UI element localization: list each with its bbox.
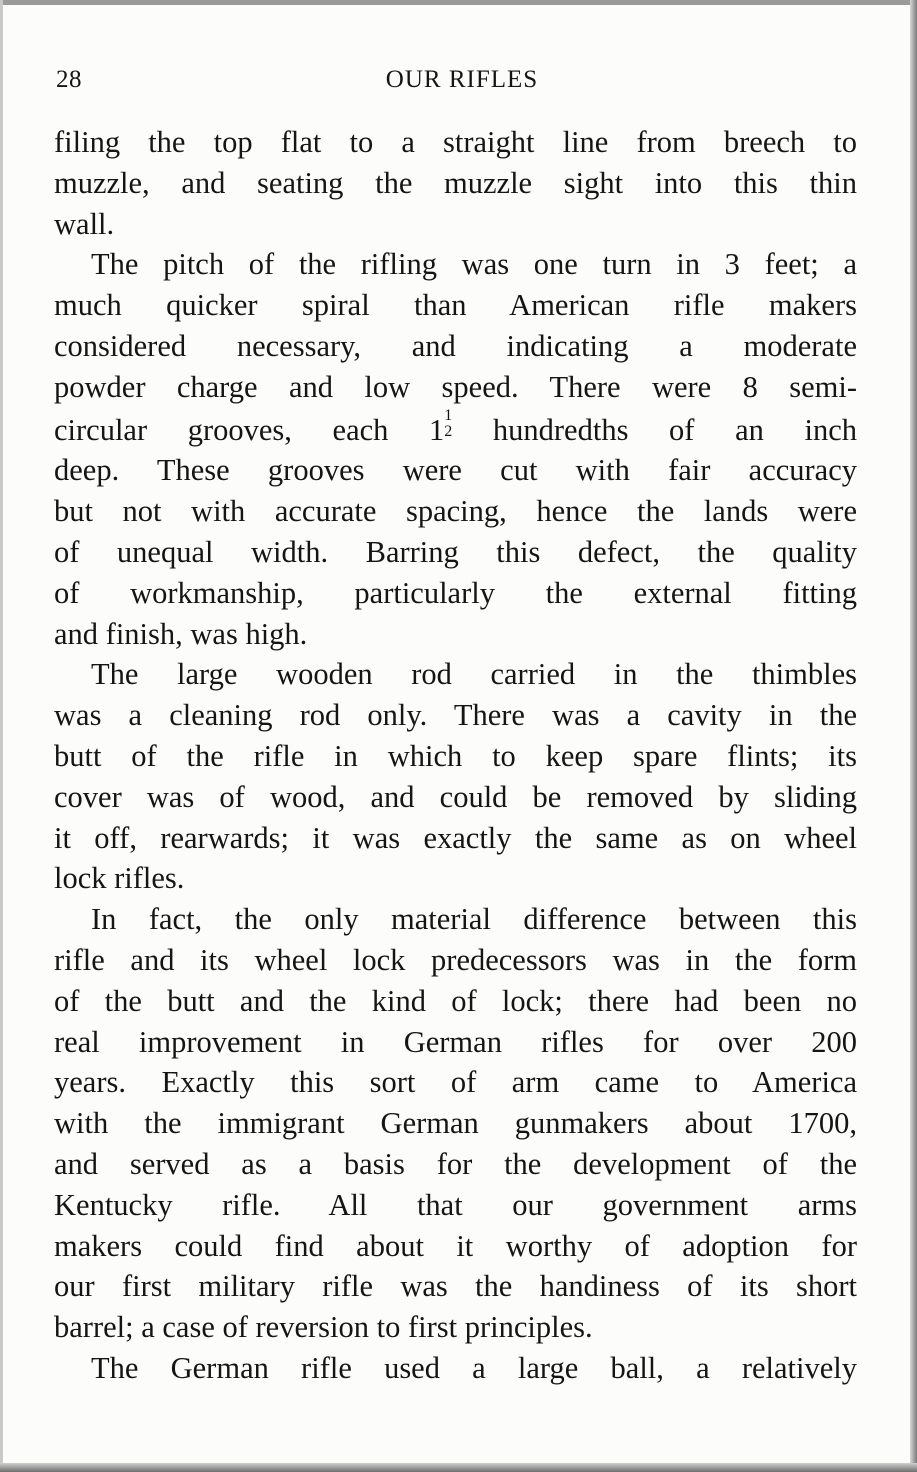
paragraph-5 [54,1348,857,1389]
text-line: circular grooves, each 11 2 hundredths of an inch [54,406,857,447]
text-line: makers could find about it worthy of adoption for [54,1228,857,1263]
text-line: much quicker spiral than American rifle makers [54,288,857,323]
text-line: was a cleaning rod only. There was a cavity in the [54,698,857,733]
text-line: wall. [54,206,115,241]
text-line: of workmanship, particularly the external fitting [54,575,857,610]
text-line: filing the top flat to a straight line from breech to [54,125,857,159]
scan-edge-bottom [0,1463,917,1472]
paragraph-2 [54,244,857,654]
text-line: our first military rifle was the handiness of its short [54,1269,857,1304]
text-line: considered necessary, and indicating a moderate [54,328,857,363]
body-text [54,122,857,1389]
text-line: The pitch of the rifling was one turn in 3 feet; a [91,247,857,282]
text-line: deep. These grooves were cut with fair accuracy [54,453,857,488]
paragraph-1 [54,122,857,244]
text-line: barrel; a case of reversion to first principles. [54,1310,593,1345]
text-line: The German rifle used a large ball, a relatively [91,1350,857,1385]
page-header [56,62,856,98]
scan-edge-top [0,0,917,5]
text-line: The large wooden rod carried in the thimbles [91,657,857,692]
text-line: years. Exactly this sort of arm came to America [54,1065,857,1100]
paragraph-4 [54,899,857,1348]
text-line: of the butt and the kind of lock; there had been no [54,983,857,1018]
paragraph-3 [54,654,857,899]
text-line: and finish, was high. [54,616,308,651]
text-line: and served as a basis for the development of the [54,1146,857,1181]
text-line: butt of the rifle in which to keep spare flints; its [54,738,857,773]
text-line: rifle and its wheel lock predecessors was in the form [54,942,857,977]
fraction-one-half: 1 2 [444,406,453,440]
scan-edge-left [0,0,3,1472]
text-line: real improvement in German rifles for over 200 [54,1024,857,1059]
text-line: muzzle, and seating the muzzle sight into this thin [54,165,857,200]
text-line: cover was of wood, and could be removed by sliding [54,779,857,814]
text-line: Kentucky rifle. All that our government arms [54,1187,857,1222]
text-line: with the immigrant German gunmakers about 1700, [54,1106,857,1141]
text-line: it off, rearwards; it was exactly the same as on wheel [54,820,857,855]
text-line: In fact, the only material difference between this [91,902,857,937]
scan-edge-right [910,0,917,1472]
running-title: OUR RIFLES [385,66,539,93]
text-line: of unequal width. Barring this defect, the quality [54,534,857,569]
text-line: but not with accurate spacing, hence the lands were [54,494,857,529]
text-line: lock rifles. [54,861,185,896]
text-line: powder charge and low speed. There were 8 semi- [54,369,857,404]
page-number: 28 [56,66,82,93]
